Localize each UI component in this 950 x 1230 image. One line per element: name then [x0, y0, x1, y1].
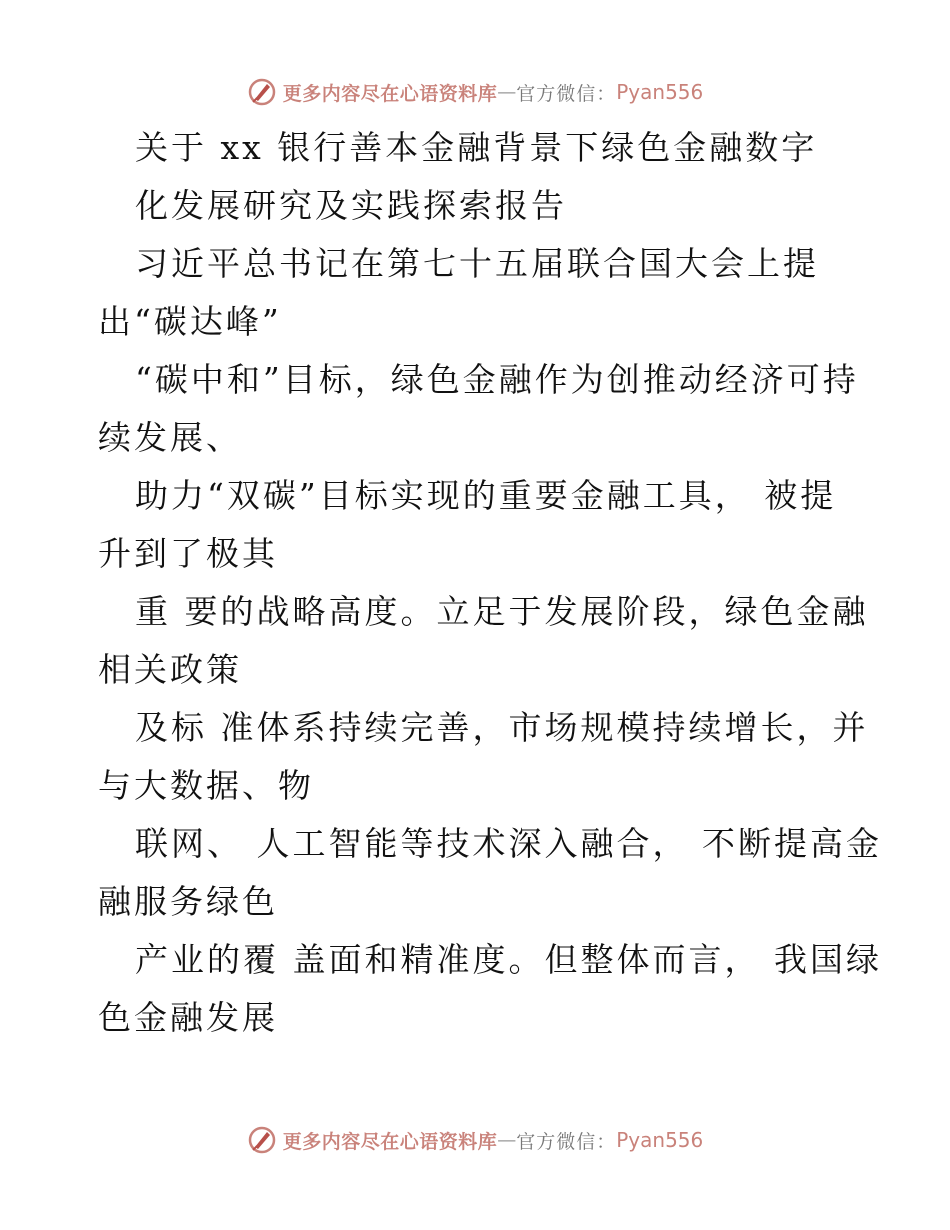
body-line: 联网、 人工智能等技术深入融合， 不断提高金 [135, 824, 882, 863]
banner-separator: — [497, 1129, 517, 1151]
header-banner [0, 72, 950, 112]
body-line: 助力“双碳”目标实现的重要金融工具， 被提 [135, 476, 837, 515]
document-title-line-2: 化发展研究及实践探索报告 [135, 186, 567, 225]
footer-banner [0, 1120, 950, 1160]
body-line: 出“碳达峰” [98, 302, 282, 341]
body-line: 及标 准体系持续完善，市场规模持续增长，并 [135, 708, 869, 747]
banner-wechat-id: Pyan556 [616, 80, 704, 104]
body-line: “碳中和”目标，绿色金融作为创推动经济可持 [135, 360, 859, 399]
body-line: 与大数据、物 [98, 766, 314, 805]
banner-wechat-label: 官方微信： [516, 1130, 617, 1153]
body-line: 色金融发展 [98, 998, 278, 1037]
body-line: 升到了极其 [98, 534, 278, 573]
body-line: 融服务绿色 [98, 882, 278, 921]
body-line: 续发展、 [98, 418, 242, 457]
feather-pen-logo-icon [247, 1125, 277, 1155]
feather-pen-logo-icon [247, 77, 277, 107]
body-line: 产业的覆 盖面和精准度。但整体而言， 我国绿 [135, 940, 882, 979]
banner-site-name: 更多内容尽在心语资料库 [282, 1130, 498, 1153]
body-line: 相关政策 [98, 650, 242, 689]
body-line: 重 要的战略高度。立足于发展阶段，绿色金融 [135, 592, 869, 631]
banner-wechat-label: 官方微信： [516, 82, 617, 105]
body-line: 习近平总书记在第七十五届联合国大会上提 [135, 244, 819, 283]
banner-site-name: 更多内容尽在心语资料库 [282, 82, 498, 105]
banner-separator: — [497, 81, 517, 103]
banner-wechat-id: Pyan556 [616, 1128, 704, 1152]
document-title-line-1: 关于 xx 银行善本金融背景下绿色金融数字 [135, 128, 818, 167]
